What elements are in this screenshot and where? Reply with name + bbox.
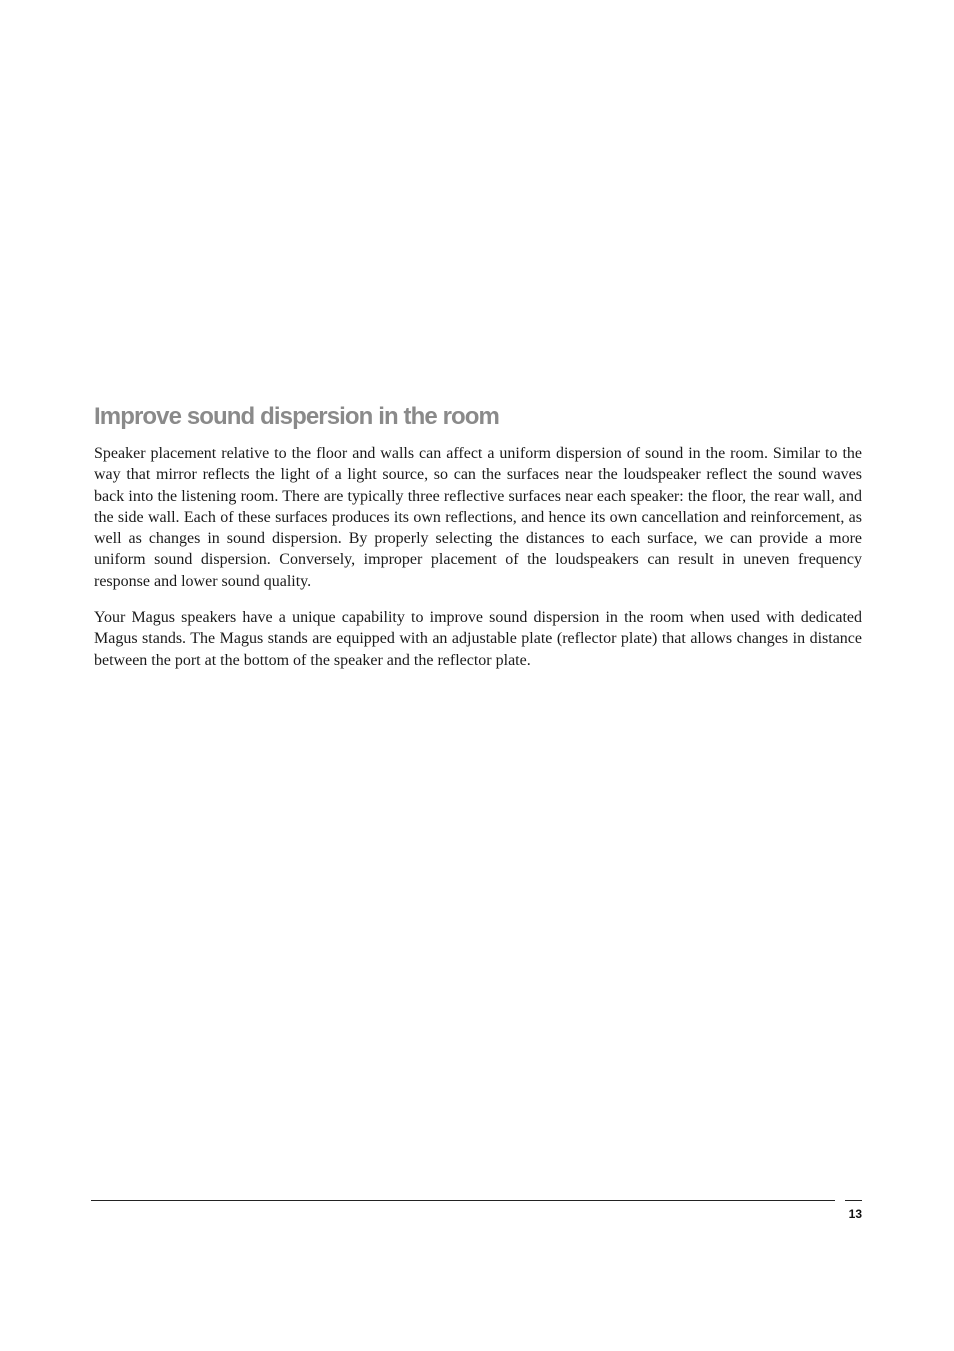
body-paragraph-1: Speaker placement relative to the floor and walls can affect a uniform dispersion of sound in the room. Similar to the way that mirror reflects the light of a light source, so can the surfaces near the loudspeaker reflect the sound waves back into the listening room. There are typically three reflective surfaces near each speaker: the floor, the rear wall, and the side wall. Each of these surfaces produces its own reflections, and hence its own cancellation and reinforcement, as well as changes in sound dispersion. By properly selecting the distances to each surface, we can provide a more uniform sound dispersion. Conversely, improper placement of the loudspeakers can result in uneven frequency response and lower sound quality. [94,445,862,590]
page-number: 13 [848,1207,862,1221]
section-heading: Improve sound dispersion in the room [94,403,499,430]
footer-page-number-rule [845,1200,862,1201]
body-paragraph-2: Your Magus speakers have a unique capability to improve sound dispersion in the room when used with dedicated Magus stands. The Magus stands are equipped with an adjustable plate (reflector plate) that allows changes in distance between the port at the bottom of the speaker and the reflector plate. [94,609,862,669]
footer-divider [91,1200,835,1201]
content-section [94,401,862,686]
